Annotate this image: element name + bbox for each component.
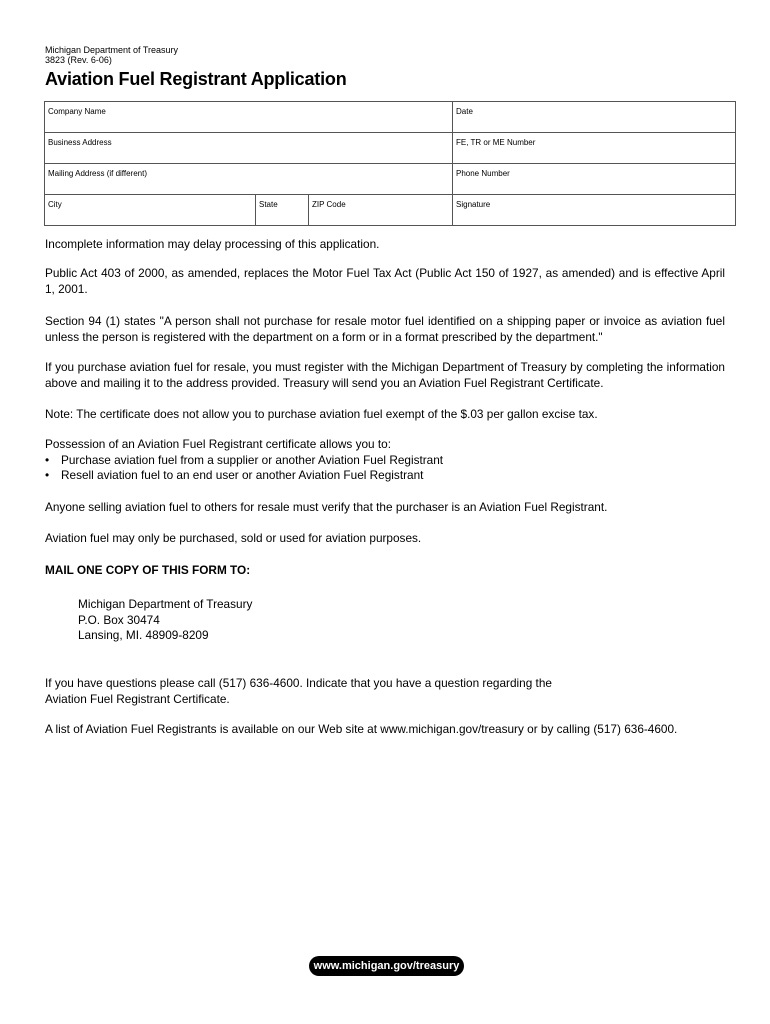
zip-cell[interactable]	[309, 195, 453, 225]
state-cell[interactable]	[256, 195, 309, 225]
agency-header	[45, 45, 178, 65]
mailing-address-cell[interactable]	[45, 164, 453, 194]
mail-heading: MAIL ONE COPY OF THIS FORM TO:	[45, 563, 251, 577]
questions-paragraph	[45, 676, 725, 707]
phone-cell[interactable]	[453, 164, 735, 194]
zip-input[interactable]	[311, 211, 450, 223]
signature-input[interactable]	[455, 211, 733, 223]
agency-name: Michigan Department of Treasury	[45, 45, 179, 55]
public-act-paragraph: Public Act 403 of 2000, as amended, replaces the Motor Fuel Tax Act (Public Act 150 of 1927, as amended) and is effective April 1, 2001.	[45, 266, 725, 296]
footer-website-link[interactable]: www.michigan.gov/treasury	[309, 956, 464, 976]
phone-input[interactable]	[455, 180, 733, 192]
date-input[interactable]	[455, 118, 733, 130]
possession-list	[45, 453, 725, 484]
fe-tr-me-label: FE, TR or ME Number	[456, 138, 536, 147]
form-row-city	[45, 195, 735, 225]
section-94-paragraph: Section 94 (1) states "A person shall not purchase for resale motor fuel identified on a shipping paper or invoice as aviation fuel unless the person is registered with the department on a form or in a format prescribed by the department."	[45, 314, 725, 344]
verify-paragraph: Anyone selling aviation fuel to others for resale must verify that the purchaser is an Aviation Fuel Registrant.	[45, 500, 608, 514]
list-item: • Resell aviation fuel to an end user or another Aviation Fuel Registrant	[45, 468, 725, 484]
city-cell[interactable]	[45, 195, 256, 225]
state-label: State	[259, 200, 278, 209]
address-line: Lansing, MI. 48909-8209	[78, 628, 209, 642]
fe-tr-me-cell[interactable]	[453, 133, 735, 163]
questions-line: If you have questions please call (517) 636-4600. Indicate that you have a question regarding the	[45, 676, 552, 690]
form-number: 3823 (Rev. 6-06)	[45, 55, 112, 65]
registrant-form	[44, 101, 736, 226]
mailing-address-label: Mailing Address (if different)	[48, 169, 148, 178]
certificate-note: Note: The certificate does not allow you to purchase aviation fuel exempt of the $.03 per gallon excise tax.	[45, 407, 598, 421]
address-line: Michigan Department of Treasury	[78, 597, 253, 611]
date-label: Date	[456, 107, 473, 116]
purpose-paragraph: Aviation fuel may only be purchased, sold or used for aviation purposes.	[45, 531, 422, 545]
form-row-business	[45, 133, 735, 164]
business-address-input[interactable]	[47, 149, 450, 161]
signature-cell[interactable]	[453, 195, 735, 225]
form-row-mailing	[45, 164, 735, 195]
mailing-address-input[interactable]	[47, 180, 450, 192]
page-title: Aviation Fuel Registrant Application	[45, 69, 347, 89]
address-line: P.O. Box 30474	[78, 612, 160, 627]
possession-section	[45, 437, 725, 484]
zip-label: ZIP Code	[312, 200, 346, 209]
questions-line: Aviation Fuel Registrant Certificate.	[45, 691, 230, 706]
city-label: City	[48, 200, 62, 209]
city-input[interactable]	[47, 211, 253, 223]
phone-label: Phone Number	[456, 169, 510, 178]
date-cell[interactable]	[453, 102, 735, 132]
fe-tr-me-input[interactable]	[455, 149, 733, 161]
possession-intro: Possession of an Aviation Fuel Registrant certificate allows you to:	[45, 437, 392, 451]
list-item: • Purchase aviation fuel from a supplier or another Aviation Fuel Registrant	[45, 453, 725, 469]
mailing-address-block	[78, 597, 252, 644]
incomplete-notice: Incomplete information may delay processing of this application.	[45, 237, 380, 251]
registrant-list-paragraph: A list of Aviation Fuel Registrants is available on our Web site at www.michigan.gov/treasury or by calling (517) 636-4600.	[45, 722, 678, 736]
signature-label: Signature	[456, 200, 491, 209]
company-name-cell[interactable]	[45, 102, 453, 132]
business-address-cell[interactable]	[45, 133, 453, 163]
company-name-label: Company Name	[48, 107, 106, 116]
register-paragraph: If you purchase aviation fuel for resale, you must register with the Michigan Department of Treasury by completing the information above and mailing it to the address provided. Treasury will send you an Aviation Fuel Registrant Certificate.	[45, 360, 725, 390]
company-name-input[interactable]	[47, 118, 450, 130]
form-row-company	[45, 102, 735, 133]
business-address-label: Business Address	[48, 138, 112, 147]
state-input[interactable]	[258, 211, 306, 223]
